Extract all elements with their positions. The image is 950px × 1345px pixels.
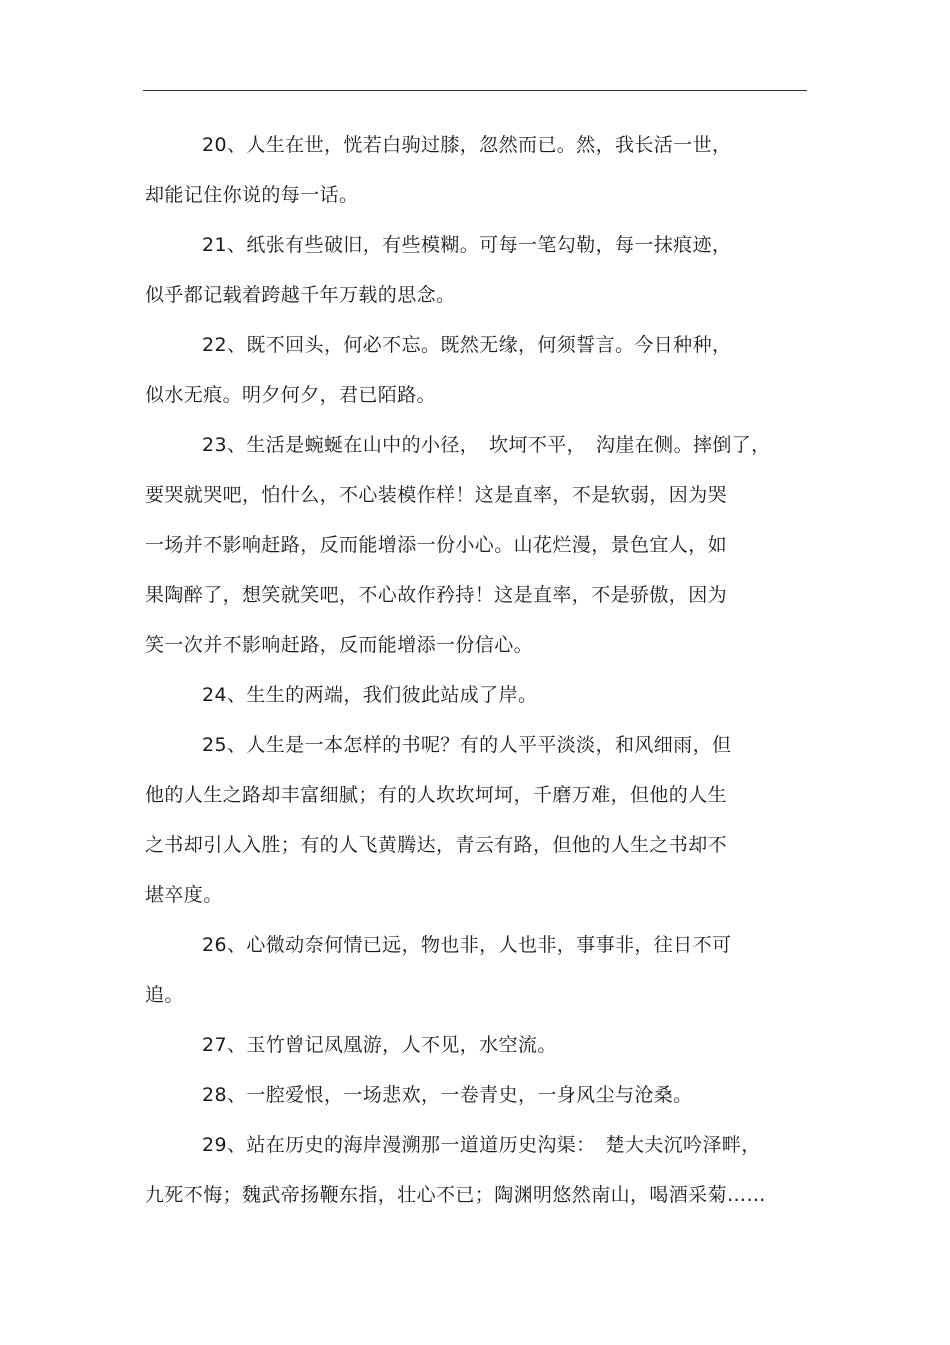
paragraph-line: 九死不悔；魏武帝扬鞭东指，壮心不已；陶渊明悠然南山，喝酒采菊…… bbox=[145, 1184, 766, 1206]
paragraph-line: 28、一腔爱恨，一场悲欢，一卷青史，一身风尘与沧桑。 bbox=[202, 1084, 693, 1106]
paragraph-29 bbox=[145, 1120, 807, 1220]
paragraph-line: 追。 bbox=[145, 984, 184, 1006]
paragraph-line: 26、心微动奈何情已远，物也非，人也非，事事非，往日不可 bbox=[202, 934, 732, 956]
paragraph-line: 23、生活是蜿蜒在山中的小径， 坎坷不平， 沟崖在侧。摔倒了， bbox=[202, 434, 771, 456]
paragraph-24 bbox=[145, 670, 807, 720]
paragraph-line: 似水无痕。明夕何夕，君已陌路。 bbox=[145, 384, 437, 406]
paragraph-21 bbox=[145, 220, 807, 320]
paragraph-line: 果陶醉了，想笑就笑吧，不心故作矜持！这是直率，不是骄傲，因为 bbox=[145, 584, 728, 606]
paragraph-line: 21、纸张有些破旧，有些模糊。可每一笔勾勒，每一抹痕迹， bbox=[202, 234, 732, 256]
paragraph-20 bbox=[145, 120, 807, 220]
paragraph-line: 25、人生是一本怎样的书呢？有的人平平淡淡，和风细雨，但 bbox=[202, 734, 732, 756]
paragraph-line: 堪卒度。 bbox=[145, 884, 223, 906]
paragraph-line: 27、玉竹曾记凤凰游，人不见，水空流。 bbox=[202, 1034, 557, 1056]
paragraph-26 bbox=[145, 920, 807, 1020]
paragraph-line: 24、生生的两端，我们彼此站成了岸。 bbox=[202, 684, 538, 706]
paragraph-line: 要哭就哭吧，怕什么，不心装模作样！这是直率，不是软弱，因为哭 bbox=[145, 484, 728, 506]
paragraph-line: 一场并不影响赶路，反而能增添一份小心。山花烂漫，景色宜人，如 bbox=[145, 534, 728, 556]
paragraph-line: 29、站在历史的海岸漫溯那一道道历史沟渠： 楚大夫沉吟泽畔， bbox=[202, 1134, 761, 1156]
paragraph-27 bbox=[145, 1020, 807, 1070]
paragraph-25 bbox=[145, 720, 807, 920]
paragraph-line: 似乎都记载着跨越千年万载的思念。 bbox=[145, 284, 456, 306]
paragraph-line: 却能记住你说的每一话。 bbox=[145, 184, 359, 206]
paragraph-line: 22、既不回头，何必不忘。既然无缘，何须誓言。今日种种， bbox=[202, 334, 732, 356]
header-rule bbox=[143, 90, 807, 91]
paragraph-22 bbox=[145, 320, 807, 420]
paragraph-line: 20、人生在世，恍若白驹过膝，忽然而已。然，我长活一世， bbox=[202, 134, 732, 156]
paragraph-line: 之书却引人入胜；有的人飞黄腾达，青云有路，但他的人生之书却不 bbox=[145, 834, 728, 856]
paragraph-line: 笑一次并不影响赶路，反而能增添一份信心。 bbox=[145, 634, 534, 656]
paragraph-23 bbox=[145, 420, 807, 670]
document-body bbox=[145, 120, 807, 1220]
paragraph-line: 他的人生之路却丰富细腻；有的人坎坎坷坷，千磨万难，但他的人生 bbox=[145, 784, 728, 806]
paragraph-28 bbox=[145, 1070, 807, 1120]
